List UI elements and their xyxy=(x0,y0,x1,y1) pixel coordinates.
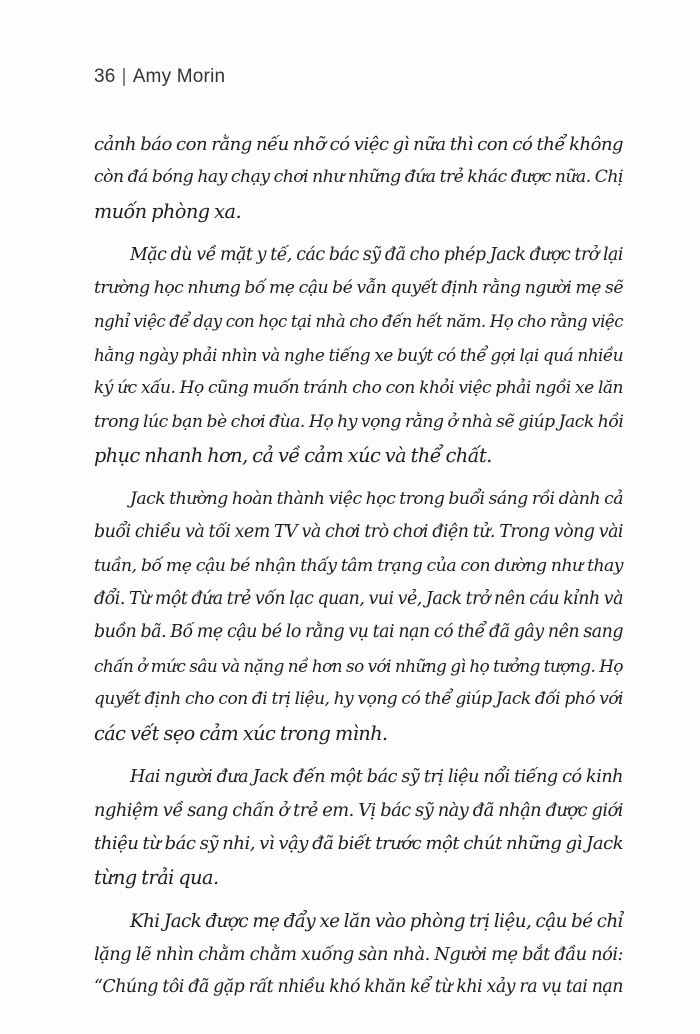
text-line: thiệu từ bác sỹ nhi, vì vậy đã biết trước một chút những gì Jack xyxy=(94,833,624,855)
text-line: lặng lẽ nhìn chằm chằm xuống sàn nhà. Người mẹ bắt đầu nói: xyxy=(94,943,623,965)
text-line: từng trải qua. xyxy=(94,865,219,889)
text-line: các vết sẹo cảm xúc trong mình. xyxy=(94,721,388,745)
author-name: Amy Morin xyxy=(132,66,226,87)
text-line: trường học nhưng bố mẹ cậu bé vẫn quyết định rằng người mẹ sẽ xyxy=(94,278,623,299)
text-line: ký ức xấu. Họ cũng muốn tránh cho con khỏi việc phải ngồi xe lăn xyxy=(94,378,623,399)
text-line: Hai người đưa Jack đến một bác sỹ trị liệu nổi tiếng có kinh xyxy=(130,766,623,787)
text-line: cảnh báo con rằng nếu nhỡ có việc gì nữa thì con có thể không xyxy=(94,134,624,155)
running-header xyxy=(94,66,225,88)
text-line: buồn bã. Bố mẹ cậu bé lo rằng vụ tai nạn có thể đã gây nên sang xyxy=(94,622,623,643)
text-line: còn đá bóng hay chạy chơi như những đứa trẻ khác được nữa. Chị xyxy=(94,167,623,188)
text-line: trong lúc bạn bè chơi đùa. Họ hy vọng rằng ở nhà sẽ giúp Jack hồi xyxy=(94,411,624,432)
text-line: đổi. Từ một đứa trẻ vốn lạc quan, vui vẻ, Jack trở nên cáu kỉnh và xyxy=(94,589,623,610)
body-text xyxy=(94,128,623,1005)
paragraph xyxy=(94,239,623,473)
paragraph xyxy=(94,761,623,895)
header-separator: | xyxy=(121,66,127,87)
text-line: phục nhanh hơn, cả về cảm xúc và thể chất. xyxy=(94,444,492,468)
text-line: Mặc dù về mặt y tế, các bác sỹ đã cho phép Jack được trở lại xyxy=(130,244,623,265)
text-line: Jack thường hoàn thành việc học trong buổi sáng rồi dành cả xyxy=(130,488,623,509)
text-line: buổi chiều và tối xem TV và chơi trò chơi điện tử. Trong vòng vài xyxy=(94,522,623,543)
text-line: Khi Jack được mẹ đẩy xe lăn vào phòng trị liệu, cậu bé chỉ xyxy=(130,910,623,932)
text-line: muốn phòng xa. xyxy=(94,199,242,223)
text-line: nghỉ việc để dạy con học tại nhà cho đến hết năm. Họ cho rằng việc xyxy=(94,312,623,332)
page-number: 36 xyxy=(94,66,116,87)
paragraph xyxy=(94,905,623,1005)
text-line: hằng ngày phải nhìn và nghe tiếng xe buýt có thể gợi lại quá nhiều xyxy=(94,344,623,365)
text-line: “Chúng tôi đã gặp rất nhiều khó khăn kể từ khi xảy ra vụ tai nạn xyxy=(94,977,623,998)
paragraph xyxy=(94,483,623,750)
text-line: tuần, bố mẹ cậu bé nhận thấy tâm trạng của con dường như thay xyxy=(94,555,623,576)
text-line: nghiệm về sang chấn ở trẻ em. Vị bác sỹ này đã nhận được giới xyxy=(94,799,623,821)
text-line: quyết định cho con đi trị liệu, hy vọng có thể giúp Jack đối phó với xyxy=(94,689,623,710)
paragraph xyxy=(94,128,623,228)
text-line: chấn ở mức sâu và nặng nề hơn so với những gì họ tưởng tượng. Họ xyxy=(94,655,623,676)
